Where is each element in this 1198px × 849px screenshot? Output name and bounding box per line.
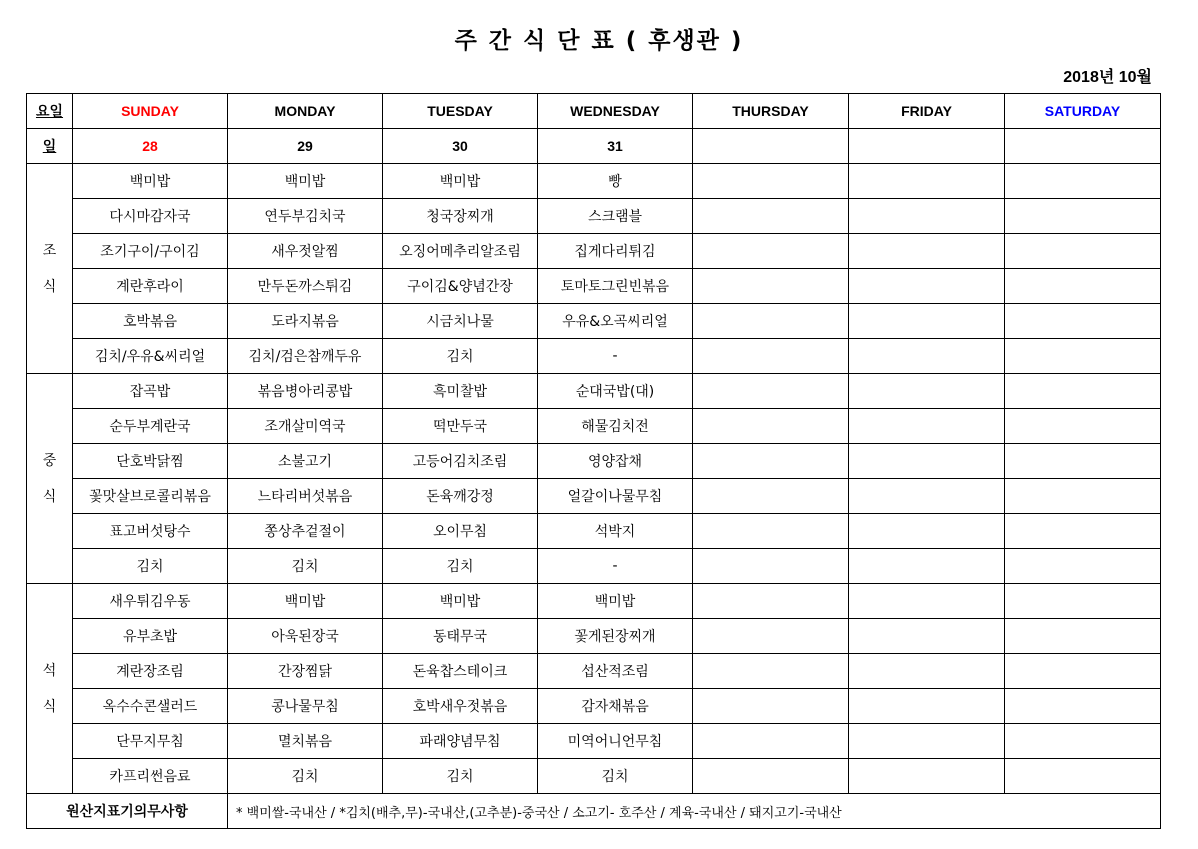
weekday-label: 요일 bbox=[27, 94, 73, 129]
empty-cell bbox=[1005, 584, 1161, 619]
empty-cell bbox=[849, 514, 1005, 549]
empty-cell bbox=[693, 164, 849, 199]
empty-cell bbox=[693, 234, 849, 269]
empty-cell bbox=[1005, 269, 1161, 304]
dinner-row bbox=[27, 759, 1161, 794]
weekday-header-row bbox=[27, 94, 1161, 129]
empty-cell bbox=[693, 689, 849, 724]
menu-month: 2018년 10월 bbox=[1063, 69, 1152, 86]
lunch-label-char: 식 bbox=[42, 488, 57, 505]
lunch-row bbox=[27, 549, 1161, 584]
empty-cell bbox=[693, 409, 849, 444]
dinner-row bbox=[27, 654, 1161, 689]
empty-cell bbox=[849, 374, 1005, 409]
lunch-label bbox=[27, 374, 73, 584]
empty-cell bbox=[1005, 304, 1161, 339]
menu-item: 호박볶음 bbox=[73, 304, 228, 339]
menu-item: 고등어김치조림 bbox=[383, 444, 538, 479]
menu-item: 표고버섯탕수 bbox=[73, 514, 228, 549]
menu-item: 백미밥 bbox=[383, 584, 538, 619]
empty-cell bbox=[693, 549, 849, 584]
menu-item: 순대국밥(대) bbox=[538, 374, 693, 409]
menu-item: 옥수수콘샐러드 bbox=[73, 689, 228, 724]
menu-item: 잡곡밥 bbox=[73, 374, 228, 409]
empty-cell bbox=[1005, 164, 1161, 199]
date-cell bbox=[1005, 129, 1161, 164]
empty-cell bbox=[693, 444, 849, 479]
lunch-row bbox=[27, 444, 1161, 479]
menu-item: 김치 bbox=[228, 549, 383, 584]
menu-item: 얼갈이나물무침 bbox=[538, 479, 693, 514]
breakfast-label bbox=[27, 164, 73, 374]
weekday-tuesday: TUESDAY bbox=[383, 94, 538, 129]
dinner-row bbox=[27, 584, 1161, 619]
weekday-sunday: SUNDAY bbox=[73, 94, 228, 129]
menu-item: 집게다리튀김 bbox=[538, 234, 693, 269]
menu-item: 떡만두국 bbox=[383, 409, 538, 444]
empty-cell bbox=[849, 269, 1005, 304]
menu-item: 섭산적조림 bbox=[538, 654, 693, 689]
empty-cell bbox=[849, 304, 1005, 339]
origin-label: 원산지표기의무사항 bbox=[27, 794, 228, 829]
empty-cell bbox=[1005, 234, 1161, 269]
menu-item: 쫑상추겉절이 bbox=[228, 514, 383, 549]
weekday-thursday: THURSDAY bbox=[693, 94, 849, 129]
menu-item: 김치 bbox=[228, 759, 383, 794]
menu-item: 김치 bbox=[538, 759, 693, 794]
weekday-monday: MONDAY bbox=[228, 94, 383, 129]
dinner-row bbox=[27, 689, 1161, 724]
empty-cell bbox=[849, 339, 1005, 374]
menu-item: 스크램블 bbox=[538, 199, 693, 234]
menu-item: 김치 bbox=[383, 549, 538, 584]
empty-cell bbox=[1005, 409, 1161, 444]
menu-item: 다시마감자국 bbox=[73, 199, 228, 234]
menu-item: 유부초밥 bbox=[73, 619, 228, 654]
empty-cell bbox=[693, 619, 849, 654]
empty-cell bbox=[849, 409, 1005, 444]
empty-cell bbox=[849, 689, 1005, 724]
menu-item: 우유&오곡씨리얼 bbox=[538, 304, 693, 339]
date-cell: 31 bbox=[538, 129, 693, 164]
menu-item: 감자채볶음 bbox=[538, 689, 693, 724]
date-cell bbox=[849, 129, 1005, 164]
empty-cell bbox=[849, 724, 1005, 759]
menu-item: 오이무침 bbox=[383, 514, 538, 549]
breakfast-label-char: 조 bbox=[42, 242, 57, 259]
menu-item: 만두돈까스튀김 bbox=[228, 269, 383, 304]
breakfast-row bbox=[27, 199, 1161, 234]
menu-item: 콩나물무침 bbox=[228, 689, 383, 724]
date-cell: 28 bbox=[73, 129, 228, 164]
origin-text: * 백미쌀-국내산 / *김치(배추,무)-국내산,(고추분)-중국산 / 소고기- 호주산 / 계육-국내산 / 돼지고기-국내산 bbox=[228, 794, 1161, 829]
empty-cell bbox=[849, 549, 1005, 584]
weekday-friday: FRIDAY bbox=[849, 94, 1005, 129]
dinner-label-char: 식 bbox=[42, 698, 57, 715]
breakfast-row bbox=[27, 339, 1161, 374]
empty-cell bbox=[693, 339, 849, 374]
menu-item: 김치 bbox=[73, 549, 228, 584]
menu-item: 꽃맛살브로콜리볶음 bbox=[73, 479, 228, 514]
empty-cell bbox=[1005, 514, 1161, 549]
menu-item: - bbox=[538, 339, 693, 374]
empty-cell bbox=[849, 759, 1005, 794]
menu-item: 석박지 bbox=[538, 514, 693, 549]
menu-item: 순두부계란국 bbox=[73, 409, 228, 444]
empty-cell bbox=[1005, 654, 1161, 689]
empty-cell bbox=[693, 514, 849, 549]
menu-item: 영양잡채 bbox=[538, 444, 693, 479]
empty-cell bbox=[693, 724, 849, 759]
menu-item: 백미밥 bbox=[538, 584, 693, 619]
breakfast-row bbox=[27, 234, 1161, 269]
empty-cell bbox=[849, 444, 1005, 479]
empty-cell bbox=[693, 584, 849, 619]
menu-item: 빵 bbox=[538, 164, 693, 199]
menu-item: 호박새우젓볶음 bbox=[383, 689, 538, 724]
lunch-label-char: 중 bbox=[42, 452, 57, 469]
empty-cell bbox=[693, 374, 849, 409]
menu-item: 동태무국 bbox=[383, 619, 538, 654]
empty-cell bbox=[693, 304, 849, 339]
empty-cell bbox=[1005, 374, 1161, 409]
breakfast-row bbox=[27, 269, 1161, 304]
menu-item: 도라지볶음 bbox=[228, 304, 383, 339]
menu-item: 시금치나물 bbox=[383, 304, 538, 339]
empty-cell bbox=[1005, 689, 1161, 724]
weekday-saturday: SATURDAY bbox=[1005, 94, 1161, 129]
breakfast-row bbox=[27, 164, 1161, 199]
empty-cell bbox=[1005, 724, 1161, 759]
lunch-row bbox=[27, 374, 1161, 409]
breakfast-row bbox=[27, 304, 1161, 339]
menu-item: 계란후라이 bbox=[73, 269, 228, 304]
menu-item: 백미밥 bbox=[228, 584, 383, 619]
empty-cell bbox=[693, 479, 849, 514]
menu-item: 계란장조림 bbox=[73, 654, 228, 689]
menu-item: 김치/검은참깨두유 bbox=[228, 339, 383, 374]
date-cell: 30 bbox=[383, 129, 538, 164]
menu-item: 카프리썬음료 bbox=[73, 759, 228, 794]
menu-item: 파래양념무침 bbox=[383, 724, 538, 759]
menu-item: 해물김치전 bbox=[538, 409, 693, 444]
page-title: 주 간 식 단 표 ( 후생관 ) bbox=[454, 28, 744, 54]
menu-item: 볶음병아리콩밥 bbox=[228, 374, 383, 409]
empty-cell bbox=[1005, 199, 1161, 234]
menu-item: 돈육찹스테이크 bbox=[383, 654, 538, 689]
menu-item: 멸치볶음 bbox=[228, 724, 383, 759]
menu-item: 김치 bbox=[383, 339, 538, 374]
menu-item: 아욱된장국 bbox=[228, 619, 383, 654]
menu-item: 돈육깨강정 bbox=[383, 479, 538, 514]
breakfast-label-char: 식 bbox=[42, 278, 57, 295]
lunch-row bbox=[27, 514, 1161, 549]
menu-item: 소불고기 bbox=[228, 444, 383, 479]
menu-item: 흑미찰밥 bbox=[383, 374, 538, 409]
menu-item: 김치/우유&씨리얼 bbox=[73, 339, 228, 374]
date-cell: 29 bbox=[228, 129, 383, 164]
menu-item: 백미밥 bbox=[73, 164, 228, 199]
lunch-row bbox=[27, 479, 1161, 514]
empty-cell bbox=[693, 269, 849, 304]
empty-cell bbox=[1005, 444, 1161, 479]
empty-cell bbox=[849, 164, 1005, 199]
menu-item: 단무지무침 bbox=[73, 724, 228, 759]
empty-cell bbox=[1005, 759, 1161, 794]
menu-item: - bbox=[538, 549, 693, 584]
menu-item: 느타리버섯볶음 bbox=[228, 479, 383, 514]
menu-item: 간장찜닭 bbox=[228, 654, 383, 689]
date-label: 일 bbox=[27, 129, 73, 164]
dinner-row bbox=[27, 619, 1161, 654]
weekday-wednesday: WEDNESDAY bbox=[538, 94, 693, 129]
lunch-row bbox=[27, 409, 1161, 444]
weekly-menu-table bbox=[26, 93, 1161, 829]
menu-item: 미역어니언무침 bbox=[538, 724, 693, 759]
empty-cell bbox=[849, 654, 1005, 689]
empty-cell bbox=[1005, 479, 1161, 514]
menu-item: 오징어메추리알조림 bbox=[383, 234, 538, 269]
date-header-row bbox=[27, 129, 1161, 164]
empty-cell bbox=[693, 759, 849, 794]
menu-item: 단호박닭찜 bbox=[73, 444, 228, 479]
empty-cell bbox=[693, 654, 849, 689]
date-cell bbox=[693, 129, 849, 164]
origin-row bbox=[27, 794, 1161, 829]
empty-cell bbox=[693, 199, 849, 234]
empty-cell bbox=[849, 199, 1005, 234]
dinner-label bbox=[27, 584, 73, 794]
menu-item: 백미밥 bbox=[228, 164, 383, 199]
empty-cell bbox=[1005, 619, 1161, 654]
menu-item: 김치 bbox=[383, 759, 538, 794]
empty-cell bbox=[849, 479, 1005, 514]
empty-cell bbox=[849, 619, 1005, 654]
empty-cell bbox=[849, 584, 1005, 619]
empty-cell bbox=[1005, 549, 1161, 584]
menu-item: 백미밥 bbox=[383, 164, 538, 199]
menu-item: 조기구이/구이김 bbox=[73, 234, 228, 269]
menu-item: 토마토그린빈볶음 bbox=[538, 269, 693, 304]
dinner-label-char: 석 bbox=[42, 662, 57, 679]
menu-item: 꽃게된장찌개 bbox=[538, 619, 693, 654]
dinner-row bbox=[27, 724, 1161, 759]
menu-item: 새우튀김우동 bbox=[73, 584, 228, 619]
menu-item: 연두부김치국 bbox=[228, 199, 383, 234]
menu-item: 구이김&양념간장 bbox=[383, 269, 538, 304]
menu-item: 새우젓알찜 bbox=[228, 234, 383, 269]
empty-cell bbox=[849, 234, 1005, 269]
menu-item: 청국장찌개 bbox=[383, 199, 538, 234]
menu-item: 조개살미역국 bbox=[228, 409, 383, 444]
empty-cell bbox=[1005, 339, 1161, 374]
